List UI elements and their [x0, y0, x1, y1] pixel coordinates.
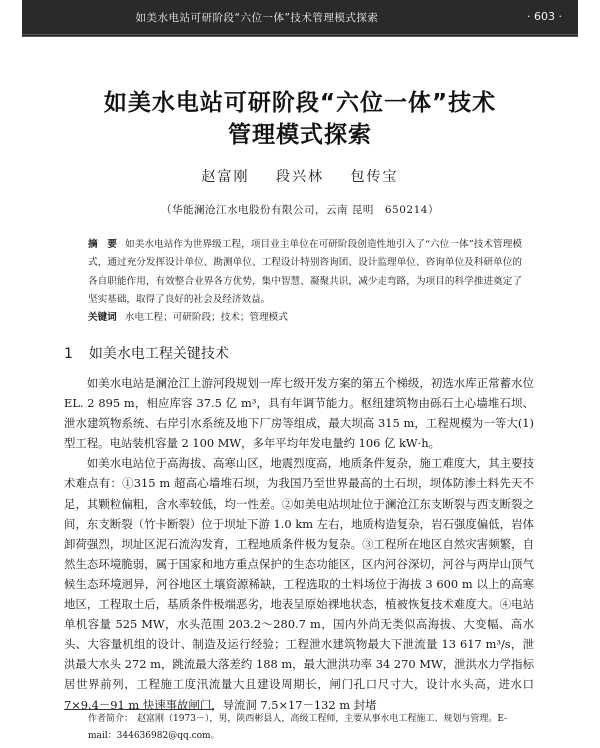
- title-line-2: 管理模式探索: [228, 122, 372, 148]
- abstract: [88, 236, 522, 309]
- page-number: · 603 ·: [527, 10, 562, 23]
- author-name: 赵富刚: [201, 169, 250, 185]
- abstract-block: [88, 236, 522, 327]
- running-head: 如美水电站可研阶段“六位一体”技术管理模式探索: [135, 12, 379, 24]
- affiliation: （华能澜沧江水电股份有限公司，云南 昆明 650214）: [161, 204, 439, 216]
- header-bar: [22, 0, 578, 37]
- footnote-divider: [64, 709, 214, 710]
- footnote-label: 作者简介：: [88, 714, 134, 724]
- keywords-text: 水电工程；可研阶段；技术；管理模式: [124, 312, 288, 324]
- paragraph: 如美水电站位于高海拔、高寒山区，地震烈度高，地质条件复杂，施工难度大，其主要技术难点有：①315 m 超高心墙堆石坝，为我国乃至世界最高的土石坝，坝体防渗土料先天不足，其颗粒偏粗，含水率较低，均一性差。②如美电站坝址位于澜沧江东支断裂与西支断裂之间，东支断裂（竹卡断裂）位于坝址下游 1.0 km 左右，地质构造复杂，岩石强度偏低，岩体卸荷强烈，坝址区泥石流沟发育，工程地质条件极为复杂。③工程所在地区自然灾害频繁，自然生态环境脆弱，属于国家和地方重点保护的生态功能区，区内河谷深切，河谷与两岸山顶气候生态环境迥异，河谷地区土壤资源稀缺，工程选取的土料场位于海拔 3 600 m 以上的高寒地区，工程取土后，基质条件极端恶劣，地表呈原始裸地状态，植被恢复技术难度大。④电站单机容量 525 MW，水头范围 203.2～280.7 m，国内外尚无类似高海拔、大变幅、高水头、大容量机组的设计、制造及运行经验；工程泄水建筑物最大下泄流量 13 617 m³/s，泄洪最大水头 272 m，跳流最大落差约 188 m，最大泄洪功率 34 270 MW，泄洪水力学指标居世界前列，工程施工度汛流量大且建设周期长，闸门孔口尺寸大，设计水头高，进水口 7×9.4－91 m 快速事故闸门，导流洞 7.5×17－132 m 封堵: [64, 456, 534, 712]
- abstract-label: 摘 要: [88, 239, 118, 250]
- author-name: 包传宝: [350, 169, 399, 185]
- author-name: 段兴林: [276, 169, 324, 185]
- keywords: [88, 309, 522, 327]
- section-number: 1: [64, 346, 73, 362]
- paragraph: 如美水电站是澜沧江上游河段规划一库七级开发方案的第五个梯级，初选水库正常蓄水位 EL. 2 895 m，相应库容 37.5 亿 m³，具有年调节能力。枢纽建筑物由砾石土心墙堆石坝、泄水建筑物系统、右岸引水系统及地下厂房等组成，最大坝高 315 m，工程规模为一等大(1)型工程。电站装机容量 2 100 MW，多年平均年发电量约 106 亿 kW·h。: [64, 376, 534, 451]
- footnote: [88, 711, 534, 745]
- title-line-1: 如美水电站可研阶段“六位一体”技术: [103, 90, 497, 116]
- section-heading: [64, 343, 229, 363]
- body-text: [64, 373, 534, 715]
- author-list: [0, 166, 600, 186]
- section-title: 如美水电工程关键技术: [88, 346, 229, 362]
- footnote-text: 赵富刚（1973－），男，陕西彬县人，高级工程师，主要从事水电工程施工、规划与管理。E-mail：344636982@qq.com。: [88, 714, 508, 741]
- abstract-text: 如美水电站作为世界级工程，项目业主单位在可研阶段创造性地引入了“六位一体”技术管理模式，通过充分发挥设计单位、勘测单位、工程设计特别咨询团、设计监理单位、咨询单位及科研单位的各自职能作用，有效整合业界各方优势，集中智慧、凝聚共识，减少走弯路，为项目的科学推进奠定了坚实基础，取得了良好的社会及经济效益。: [88, 239, 522, 305]
- keywords-label: 关键词: [88, 312, 117, 324]
